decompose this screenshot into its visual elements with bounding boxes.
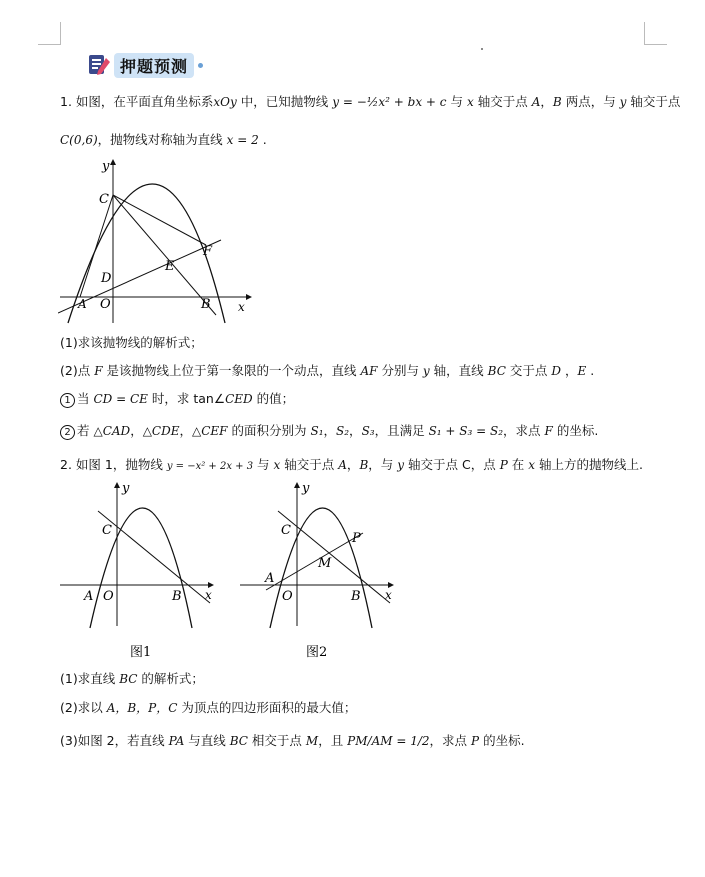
q2-fig2-label-B: B bbox=[351, 589, 361, 604]
section-title: 押题预测 bbox=[114, 53, 194, 78]
q1-subpart-2: 2 若 △CAD，△CDE，△CEF 的面积分别为 S₁，S₂，S₃，且满足 S₁ + S₃ = S₂，求点 F 的坐标. bbox=[60, 421, 598, 440]
q1-label-B: B bbox=[201, 297, 211, 312]
q1-parabola: y = −½x² + bx + c bbox=[332, 95, 447, 109]
q2-intro-line: 2. 如图 1，抛物线 y = −x² + 2x + 3 与 x 轴交于点 A，B，与 y 轴交于点 C，点 P 在 x 轴上方的抛物线上. bbox=[60, 457, 643, 472]
q2-fig2-label-P: P bbox=[352, 531, 361, 546]
q2-fig1-line-BC bbox=[98, 511, 210, 603]
q2-part1: (1)求直线 BC 的解析式； bbox=[60, 671, 204, 686]
q2-fig1-label-x: x bbox=[205, 588, 212, 602]
q2-fig1-caption: 图1 bbox=[130, 645, 152, 660]
q2-figure-2 bbox=[238, 478, 403, 663]
q2-fig2-label-O: O bbox=[282, 589, 293, 604]
circled-number: 2 bbox=[60, 425, 75, 440]
q1-label-y: y bbox=[102, 159, 110, 174]
q1-label-x: x bbox=[238, 300, 245, 314]
q1-segment-CF bbox=[113, 195, 206, 245]
q2-figure-1 bbox=[58, 478, 223, 663]
q2-fig1-label-y: y bbox=[122, 481, 130, 496]
q1-label-E: E bbox=[165, 259, 175, 274]
q2-ratio: PM/AM = 1/2 bbox=[347, 734, 430, 748]
q1-figure bbox=[58, 155, 258, 325]
q2-fig2-label-M: M bbox=[318, 556, 332, 571]
q1-label-D: D bbox=[101, 271, 112, 286]
q2-fig2-label-x: x bbox=[385, 588, 392, 602]
page-dot bbox=[481, 48, 483, 50]
q2-fig1-label-C: C bbox=[102, 523, 112, 538]
q2-fig2-line-BC bbox=[278, 511, 390, 603]
q1-label-A: A bbox=[78, 297, 87, 311]
q2-fig2-caption: 图2 bbox=[306, 645, 328, 660]
q1-label-C: C bbox=[99, 192, 109, 207]
circled-number: 1 bbox=[60, 393, 75, 408]
q2-fig1-label-O: O bbox=[103, 589, 114, 604]
q1-part1: (1)求该抛物线的解析式； bbox=[60, 335, 203, 350]
q1-subpart-1: 1 当 CD = CE 时，求 tan∠CED 的值； bbox=[60, 389, 294, 408]
q1-intro-line: 1. 如图，在平面直角坐标系xOy 中，已知抛物线 y = −½x² + bx + c 与 x 轴交于点 A，B 两点，与 y 轴交于点 bbox=[60, 94, 681, 109]
q2-part2: (2)求以 A，B，P，C 为顶点的四边形面积的最大值； bbox=[60, 700, 357, 715]
q2-parabola: y = −x² + 2x + 3 bbox=[166, 461, 254, 472]
q2-fig2-label-A: A bbox=[265, 571, 275, 586]
q2-part3: (3)如图 2，若直线 PA 与直线 BC 相交于点 M，且 PM/AM = 1/2，求点 P 的坐标. bbox=[60, 733, 525, 748]
section-header bbox=[86, 50, 203, 80]
q2-fig2-label-C: C bbox=[281, 523, 291, 538]
q2-fig1-label-A: A bbox=[84, 589, 94, 604]
q1-part2: (2)点 F 是该抛物线上位于第一象限的一个动点，直线 AF 分别与 y 轴，直线 BC 交于点 D ，E . bbox=[60, 363, 595, 378]
q2-fig2-label-y: y bbox=[302, 481, 310, 496]
page-corner-mark-right bbox=[644, 22, 667, 45]
q2-fig1-label-B: B bbox=[172, 589, 182, 604]
notebook-pencil-icon bbox=[86, 52, 112, 78]
q1-label-O: O bbox=[100, 297, 111, 312]
header-dot bbox=[198, 63, 203, 68]
q1-label-F: F bbox=[203, 244, 213, 259]
q1-intro-line-2: C(0,6)，抛物线对称轴为直线 x = 2 . bbox=[60, 132, 267, 147]
page-corner-mark-left bbox=[38, 22, 61, 45]
